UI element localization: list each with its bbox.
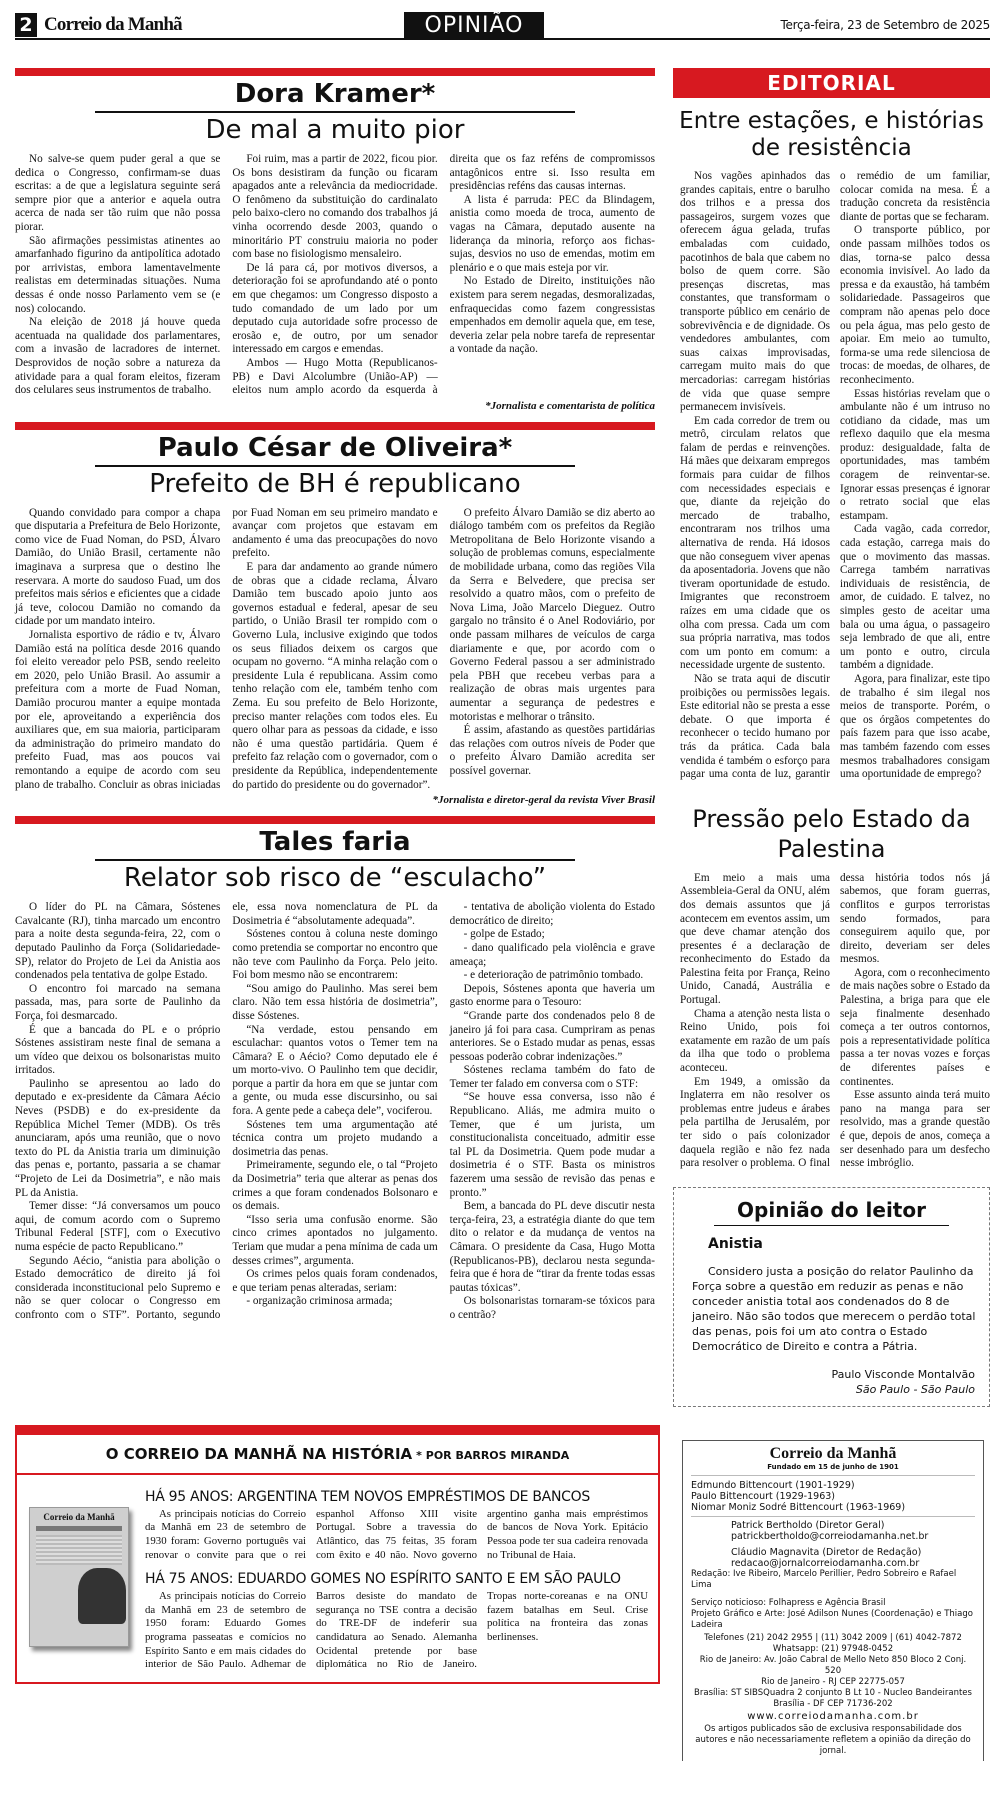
history-item-text [145,1590,648,1672]
editor: Cláudio Magnavita (Diretor de Redação) [731,1546,922,1558]
editor-email[interactable]: redacao@jornalcorreiodamanha.com.br [731,1557,920,1569]
clipping-text-lines [36,1535,122,1565]
paragraph: São afirmações pessimistas atinentes ao amarfanhado figurino da antipolítica adotado por arrivistas, embora lamentavelmente realistas em determinadas situações. Numa dessas é onde nosso Parlamento vem se (e nos) colocando. [15,234,221,315]
history-items [145,1489,648,1672]
paragraph: Cada vagão, cada corredor, cada estação, carrega mais do que o movimento das massas. Carrega também narrativas individuais de resistência, de amor, de cuidado. E talvez, no simples gesto de aceitar uma bala ou uma água, o passageiro seja lembrado de que ali, entre um ponto e outro, circula também a dignidade. [840,523,990,672]
paragraph: Os crimes pelos quais foram condenados, e que teriam penas alteradas, seriam: [232,1268,438,1294]
page-header [15,12,990,40]
article-tales-faria [15,816,655,1322]
paragraph: Agora, com o reconhecimento de mais nações sobre o Estado da Palestina, a briga para que ele seja finalmente desenhado começa a ter outros contornos, pois a representatividade política passa a ter novas vozes e forças de diferentes países e continentes. [840,966,990,1088]
paragraph: Sóstenes reclama também do fato de Temer ter falado em conversa com o STF: [449,1064,655,1090]
paragraph: De lá para cá, por motivos diversos, a deterioração foi se aprofundando até o ponto em que chegamos: um Congresso disposto a tudo comandado de um lado por um deputado cuja autoridade sofre processo de erosão e, de outro, por um senador interessado em cargos e emendas. [232,261,438,356]
founder: Niomar Moniz Sodré Bittencourt (1963-1969) [691,1501,906,1513]
disclaimer: Os artigos publicados são de exclusiva responsabilidade dos autores e não necessariamente refletem a opinião da direção do jornal. [695,1723,971,1756]
editorial-column [673,68,990,1407]
paragraph: “Na verdade, estou pensando em esculachar: quantos votos o Temer tem na Câmara? E o Aécio? Como deputado ele é um morto-vivo. O Paulinho tem que decidir, porque a partir da hora em que se juntar com a gente, ou muda esse discursinho, ou sai fora. A gente pede a cabeça dele”, vociferou. [232,1023,438,1118]
editorial-body [673,872,990,1171]
history-header [17,1435,658,1475]
paragraph: Primeiramente, segundo ele, o tal “Projeto da Dosimetria” teria que alterar as penas dos crimes a que foram condenados Bolsonaro e os demais. [232,1159,438,1213]
history-title: O CORREIO DA MANHÃ NA HISTÓRIA [105,1444,413,1463]
paragraph: Bem, a bancada do PL deve discutir nesta terça-feira, 23, a estratégia diante do que tem dito o relator e da mudança de ventos na Câmara. O presidente da Casa, Hugo Motta (Republicanos-PB), declarou nesta segunda-feira que é hora de “tirar da frente todas essas pautas tóxicas”. [449,1200,655,1294]
article-headline: De mal a muito pior [205,115,465,145]
clipping-headline-bar [36,1526,122,1531]
director: Patrick Bertholdo (Diretor Geral) [731,1519,885,1531]
title-rule [95,859,575,861]
reader-opinion-subject: Anistia [708,1235,763,1252]
history-paragraph: As principais notícias do Correio da Manhã em 23 de setembro de 1930 foram: Governo português vai renovar o convite para que o rei espanhol Affonso XIII visite Portugal. Sobre a travessia do Atlântico, das 75 feitas, 35 foram com êxito e 40 não. Novo governo argentino ganha mais empréstimos de bancos de Nova York. Epitácio Pessoa pode ter sua cadeira renovada no Tribunal de Haia. [145,1507,648,1561]
article-divider [15,68,655,76]
article-headline: Prefeito de BH é republicano [149,468,521,499]
paragraph: Segundo Aécio, “anistia para abolição o Estado democrático de direito já foi considerada inconstitucional pelo Supremo e não se quer colocar o Congresso em confronto com o STF”. Portanto, segundo ele, essa nova nomenclatura de PL da Dosimetria é “absolutamente adequada”. [15,901,438,1321]
paragraph: O líder do PL na Câmara, Sóstenes Cavalcante (RJ), tinha marcado um encontro para a noite desta segunda-feira, 22, com o deputado Paulinho da Força (Solidariedade-SP), relator do Projeto de Lei da Anistia aos condenados pela tentativa de golpe Estado. [15,901,221,982]
directors [691,1520,975,1569]
article-body [15,507,655,792]
paragraph: Em 1949, a omissão da Inglaterra em não resolver os problemas entre judeus e árabes pela partilha de Jerusalém, por ter sido o país colonizador daquela região e não fez nada para resolver o problema. O final dessa história todos nós já sabemos, que foram guerras, conflitos e gurpos terroristas sendo formados, para conseguirem aquilo que, por direito, deveriam ser deles mesmos. [680,871,990,1170]
article-divider [15,422,655,430]
paragraph: O transporte público, por onde passam milhões todos os dias, torna-se palco dessa economia invisível. Ao lado da pressa e da exaustão, há também solidariedade. Passageiros que compram não apenas pelo doce ou pela água, mas pelo gesto de apoiar. Em meio ao tumulto, forma-se uma rede silenciosa de trocas: de moedas, de olhares, de reconhecimento. [840,224,990,386]
paragraph: No Estado de Direito, instituições não existem para serem negadas, desmoralizadas, enfraquecidas como fazem congressistas empenhados em demolir aquela que, em tese, deveria zelar pela nobre tarefa de representar a vontade da nação. [449,275,655,356]
author-signature: *Jornalista e diretor-geral da revista Viver Brasil [432,794,655,807]
contact-line: Brasília - DF CEP 71736-202 [773,1698,893,1709]
paragraph: Em cada corredor de trem ou metrô, circulam relatos que falam de perdas e reinvenções. Há mães que deixaram empregos formais para cuidar de filhos com necessidades especiais e que, diante da rejeição do mercado de trabalho, encontraram nos trilhos uma alternativa de renda. Há idosos que não conseguem viver apenas da aposentadoria. Jovens que não tiveram oportunidade de estudo. Imigrantes que reconstroem raízes em uma cidade que os olha com pressa. Cada um com sua própria narrativa, mas todos com um ponto em comum: a necessidade urgente de sustento. [680,414,830,672]
staff-list: Redação: Ive Ribeiro, Marcelo Perillier, Pedro Sobreiro e Rafael Lima [691,1568,957,1590]
paragraph: Sóstenes tem uma argumentação até técnica contra um projeto mudando a dosimetria das penas. [232,1118,438,1158]
paragraph: A lista é parruda: PEC da Blindagem, anistia como moeda de troca, aumento de vagas na Câmara, deputado ausente na liderança da minoria, reforço aos fichas-sujas, desvios no uso de emendas, motim em plenário e o que mais esteja por vir. [449,193,655,274]
paragraph: Não se trata aqui de discutir proibições ou permissões legais. Este editorial não se presta a esse debate. O que importa é reconhecer o tecido humano por trás da prática. Cada bala vendida é também o esforço para pagar uma conta de luz, garantir o remédio de um familiar, colocar comida na mesa. É a tradução concreta da resistência diante de portas que se fecharam. [680,170,990,781]
reader-opinion-text: Considero justa a posição do relator Paulinho da Força sobre a questão em reduzir as penas e não conceder anistia total aos condenados do 8 de janeiro. Não são todos que merecem o perdão total das penas, pois foi um ato contra o Estado Democrático de Direito e contra a Pátria. [692,1264,976,1353]
paragraph: Essas histórias revelam que o ambulante não é um intruso no cotidiano da cidade, mas um reflexo daquilo que ela mesma produz: desigualdade, falta de oportunidades, mas também coragem de reinventar-se. Ignorar essas presenças é ignorar o retrato social que elas estampam. [840,387,990,522]
paragraph: - organização criminosa armada; [246,1295,393,1308]
contact-line: Brasília: ST SIBSQuadra 2 conjunto B Lt 10 - Nucleo Bandeirantes [694,1687,972,1698]
history-content [17,1475,658,1682]
founder: Edmundo Bittencourt (1901-1929) [691,1479,855,1491]
editorial-headline: Pressão pelo Estado da Palestina [692,804,971,863]
paragraph: Ambos — Hugo Motta (Republicanos-PB) e Davi Alcolumbre (União-AP) — eleitos num amplo acordo da esquerda à direita que os faz reféns de compromissos antagônicos entre si. Isso resulta em presidências reféns das causas internas. [232,153,655,397]
paragraph: “Isso seria uma confusão enorme. São cinco crimes apontados no julgamento. Teriam que mudar a pena mínima de cada um desses crimes”, argumenta. [232,1213,438,1267]
founder: Paulo Bittencourt (1929-1963) [691,1490,835,1502]
clipping-logo: Correio da Manhã [43,1511,115,1522]
reader-opinion-box [673,1187,990,1407]
divider [691,1516,975,1517]
article-author: Paulo César de Oliveira* [157,432,513,463]
paragraph: “Se houve essa conversa, isso não é Republicano. Aliás, me admira muito o Temer, que é um jurista, um constitucionalista conceituado, admitir esse tal PL da Dosimetria. Quem pode mudar a dosimetria é o STF. Basta os ministros fazerem uma sessão de revisão das penas e pronto.” [449,1091,655,1199]
contact-line: Rio de Janeiro: Av. João Cabral de Mello Neto 850 Bloco 2 Conj. 520 [699,1654,967,1676]
history-item-heading: HÁ 75 ANOS: EDUARDO GOMES NO ESPÍRITO SANTO E EM SÃO PAULO [145,1571,621,1588]
editorial-tag: EDITORIAL [673,68,990,98]
paragraph: - dano qualificado pela violência e grave ameaça; [449,941,655,968]
columns-area [15,68,655,1407]
paragraph: - e deterioração de patrimônio tombado. [463,969,644,982]
newspaper-clipping-image [29,1507,129,1647]
article-author: Dora Kramer* [234,79,436,109]
contacts [691,1633,975,1757]
history-byline: * POR BARROS MIRANDA [416,1448,570,1462]
article-body [15,153,655,398]
paragraph: O prefeito Álvaro Damião se diz aberto ao diálogo também com os prefeitos da Região Metropolitana de Belo Horizonte visando a solução de problemas comuns, especialmente de mobilidade urbana, como das regiões Vila da Serra e Belvedere, que precisa ser resolvido a quatro mãos, com o prefeito de Nova Lima, João Marcelo Dieguez. Outro gargalo no trânsito é o Anel Rodoviário, por onde passam milhares de veículos de carga diariamente e que, por acordo com o Governo Federal passou a ser administrado pela PBH que recebeu verbas para a realização de obras mais urgentes para aumentar a segurança de pedestres e motoristas e melhorar o trânsito. [449,506,655,723]
paragraph: Chama a atenção nesta lista o Reino Unido, pois foi exatamente em razão de um país da ilha que todo o problema aconteceu. [680,1007,830,1075]
paragraph: Depois, Sóstenes aponta que haveria um gasto enorme para o Tesouro: [449,982,655,1009]
contact-line: Telefones (21) 2042 2955 | (11) 3042 2009 | (61) 4042-7872 [704,1632,962,1643]
founders-list [691,1480,975,1513]
paragraph: Agora, para finalizar, este tipo de trabalho é sim ilegal nos meios de transporte. Porém, o que os órgãos competentes do país fazem para que isso acabe, mas também fazendo com esses mesmos trabalhadores consigam uma oportunidade de emprego? [840,672,990,781]
paragraph: - golpe de Estado; [463,928,545,941]
history-paragraph: As principais notícias do Correio da Manhã em 23 de setembro de 1950 foram: Eduardo Gomes programa passeatas e comícios no Espírito Santo e em mais cidades do interior de São Paulo. Adhemar de Barros desiste do mandato de segurança no TSE contra a decisão do TRE-DF de indeferir sua candidatura ao Senado. Alemanha Ocidental pretende por base diplomática no Rio de Janeiro. Tropas norte-coreanas e na ONU fazem batalhas em Seul. Crise política na fronteira das zonas berlinenses. [145,1590,648,1671]
title-rule [95,111,575,113]
paragraph: Os bolsonaristas tornaram-se tóxicos para o centrão? [449,1295,655,1321]
title-rule [95,465,575,467]
author-signature: *Jornalista e comentarista de política [485,399,655,412]
paragraph: Foi ruim, mas a partir de 2022, ficou pior. Os bons desistiram da função ou ficaram apagados ante a relevância da mediocridade. O fenômeno da substituição do cardinalato pelo baixo-clero no comando dos trabalhos já vinha ocorrendo desde 2003, quando o minoritário PT construiu maioria no poder com base no fisiologismo mensaleiro. [232,153,438,261]
paragraph: É assim, afastando as questões partidárias das relações com outros níveis de Poder que o prefeito Álvaro Damião acredita ser possível governar. [449,724,655,777]
paragraph: Em meio a mais uma Assembleia-Geral da ONU, além dos demais assuntos que já acontecem em eventos assim, um que deve chamar atenção dos presentes é a declaração de reconhecimento do Estado da Palestina feita por França, Reino Unido, Canadá, Austrália e Portugal. [680,871,830,1007]
paragraph: É que a bancada do PL e o próprio Sóstenes assistiram neste final de semana a um vídeo que deixou os bolsonaristas muito irritados. [15,1023,221,1077]
newspaper-logo: Correio da Manhã [44,14,182,35]
paragraph: “Grande parte dos condenados pelo 8 de janeiro já foi para casa. Cumpriram as penas anteriores. Se o Estado mudar as penas, essas pessoas poderão cobrar indenizações.” [449,1009,655,1063]
editorial-body [673,170,990,782]
article-paulo-cesar [15,422,655,806]
article-dora-kramer [15,68,655,412]
paragraph: Na eleição de 2018 já houve queda acentuada na qualidade dos parlamentares, com a invasão de lacradores de internet. Desprovidos de noção sobre a natureza da atividade para a qual foram eleitos, fizeram dos celulares seus instrumentos de trabalho. [15,316,221,397]
paragraph: O encontro foi marcado na semana passada, mas, para sorte de Paulinho da Força, foi desmarcado. [15,982,221,1022]
paragraph: Nos vagões apinhados das grandes capitais, entre o barulho dos trilhos e a pressa dos passageiros, surgem vozes que oferecem água gelada, trufas embaladas com cuidado, pacotinhos de bala que cabem no bolso de quem corre. São presenças discretas, mas constantes, que transformam o transporte público em cenário de sobrevivência e de dignidade. Os vendedores ambulantes, com suas caixas improvisadas, carregam muito mais do que mercadorias: carregam histórias de vida que quase sempre permanecem invisíveis. [680,170,830,414]
masthead-box [682,1440,984,1761]
clipping-photo [78,1568,126,1624]
news-service: Serviço noticioso: Folhapress e Agência Brasil [691,1597,886,1608]
article-headline: Relator sob risco de “esculacho” [123,863,547,894]
edition-date: Terça-feira, 23 de Setembro de 2025 [780,18,990,32]
paragraph: Temer disse: “Já conversamos um pouco aqui, de comum acordo com o Supremo Tribunal Federal [STF], com o Executivo numa espécie de pacto Republicano.” [15,1200,221,1253]
masthead-founded: Fundado em 15 de junho de 1901 [767,1462,899,1471]
reader-name: Paulo Visconde Montalvão [831,1367,975,1381]
masthead-logo: Correio da Manhã [769,1444,897,1462]
reader-opinion-title: Opinião do leitor [737,1197,926,1222]
website-link[interactable]: www.correiodamanha.com.br [747,1710,919,1722]
editorial-headline: Entre estações, e histórias de resistência [679,108,984,161]
section-label: OPINIÃO [404,12,544,40]
director-email[interactable]: patrickbertholdo@correiodamanha.net.br [731,1530,929,1542]
history-box [15,1425,660,1684]
article-divider [15,816,655,824]
page-number: 2 [15,13,37,37]
paragraph: - tentativa de abolição violenta do Estado democrático de direito; [449,901,655,927]
article-author: Tales faria [259,827,411,858]
paragraph: Paulinho se apresentou ao lado do deputado e ex-presidente da Câmara Aécio Neves (PSDB) e do ex-presidente da República Michel Temer (MDB). Os três anunciaram, após uma reunião, que o novo texto do PL da Anistia traria um diminuição das penas e, portanto, passaria a se chamar “Projeto de Lei da Dosimetria”, e não mais PL da Anistia. [15,1077,221,1199]
design-credits: Projeto Gráfico e Arte: José Adilson Nunes (Coordenação) e Thiago Ladeira [691,1608,973,1630]
title-rule [714,1225,949,1226]
article-body [15,901,655,1322]
contact-line: Rio de Janeiro - RJ CEP 22775-057 [761,1676,905,1687]
paragraph: “Sou amigo do Paulinho. Mas serei bem claro. Não tem essa história de dosimetria”, disse Sóstenes. [232,982,438,1022]
paragraph: E para dar andamento ao grande número de obras que a cidade reclama, Álvaro Damião tem buscado apoio junto aos governos estadual e federal, apesar de seu partido, o União Brasil ter rompido com o Governo Lula, inclusive exigindo que todos os seus filiados deixem os cargos que ocupam no governo. “A minha relação com o presidente Lula é republicana. Assim como tenho relação com ele, também tenho com Zema. Eu sou prefeito de Belo Horizonte, preciso manter relações com todos eles. Eu quero olhar para as pessoas da cidade, e isso não é uma questão partidária. Quem é prefeito faz relação com o governador, com o presidente da República, independentemente do partido do presidente ou do governador”. [232,561,438,791]
contact-line: Whatsapp: (21) 97948-0452 [772,1643,894,1654]
paragraph: Esse assunto ainda terá muito pano na manga para ser resolvido, mas a grande questão é que, depois de anos, começa a ser desenhado para um desfecho nesse imbróglio. [840,1089,990,1170]
history-item-heading: HÁ 95 ANOS: ARGENTINA TEM NOVOS EMPRÉSTIMOS DE BANCOS [145,1488,590,1505]
reader-location: São Paulo - São Paulo [855,1382,975,1396]
divider [691,1475,975,1476]
paragraph: Jornalista esportivo de rádio e tv, Álvaro Damião está na política desde 2016 quando foi eleito vereador pelo PSB, sendo reeleito em 2020, pelo União Brasil. Ao assumir a prefeitura com a morte de Fuad Noman, Damião procurou manter a equipe montada por ele, aproveitando a experiência dos auxiliares que, em sua maioria, participaram da administração do primeiro mandato do prefeito Fuad, mas aos poucos vai remontando a equipe de acordo com seu plano de trabalho. Concluir as obras iniciadas por Fuad Noman em seu primeiro mandato e avançar com projetos que estavam em andamento é uma das preocupações do novo prefeito. [15,506,438,791]
paragraph: Quando convidado para compor a chapa que disputaria a Prefeitura de Belo Horizonte, como vice de Fuad Noman, do PSD, Álvaro Damião, do União Brasil, certamente não imaginava a surpresa que o destino lhe reservara. A morte do saudoso Fuad, um dos prefeitos mais sérios e eficientes que a cidade já teve, colocou Damião no comando da cidade por um mandato inteiro. [15,506,221,628]
paragraph: Sóstenes contou à coluna neste domingo como pretendia se comportar no encontro que não teve com Paulinho da Força. Pelo jeito. Foi bom mesmo não se encontrarem: [232,928,438,982]
bottom-section [15,1425,990,1761]
main-content [15,68,990,1407]
paragraph: No salve-se quem puder geral a que se dedica o Congresso, confirmam-se duas escritas: a de que a legislatura seguinte será sempre pior que a anterior e aquela outra acerca de nada ser tão ruim que não possa piorar. [15,153,221,233]
history-item-text [145,1508,648,1562]
